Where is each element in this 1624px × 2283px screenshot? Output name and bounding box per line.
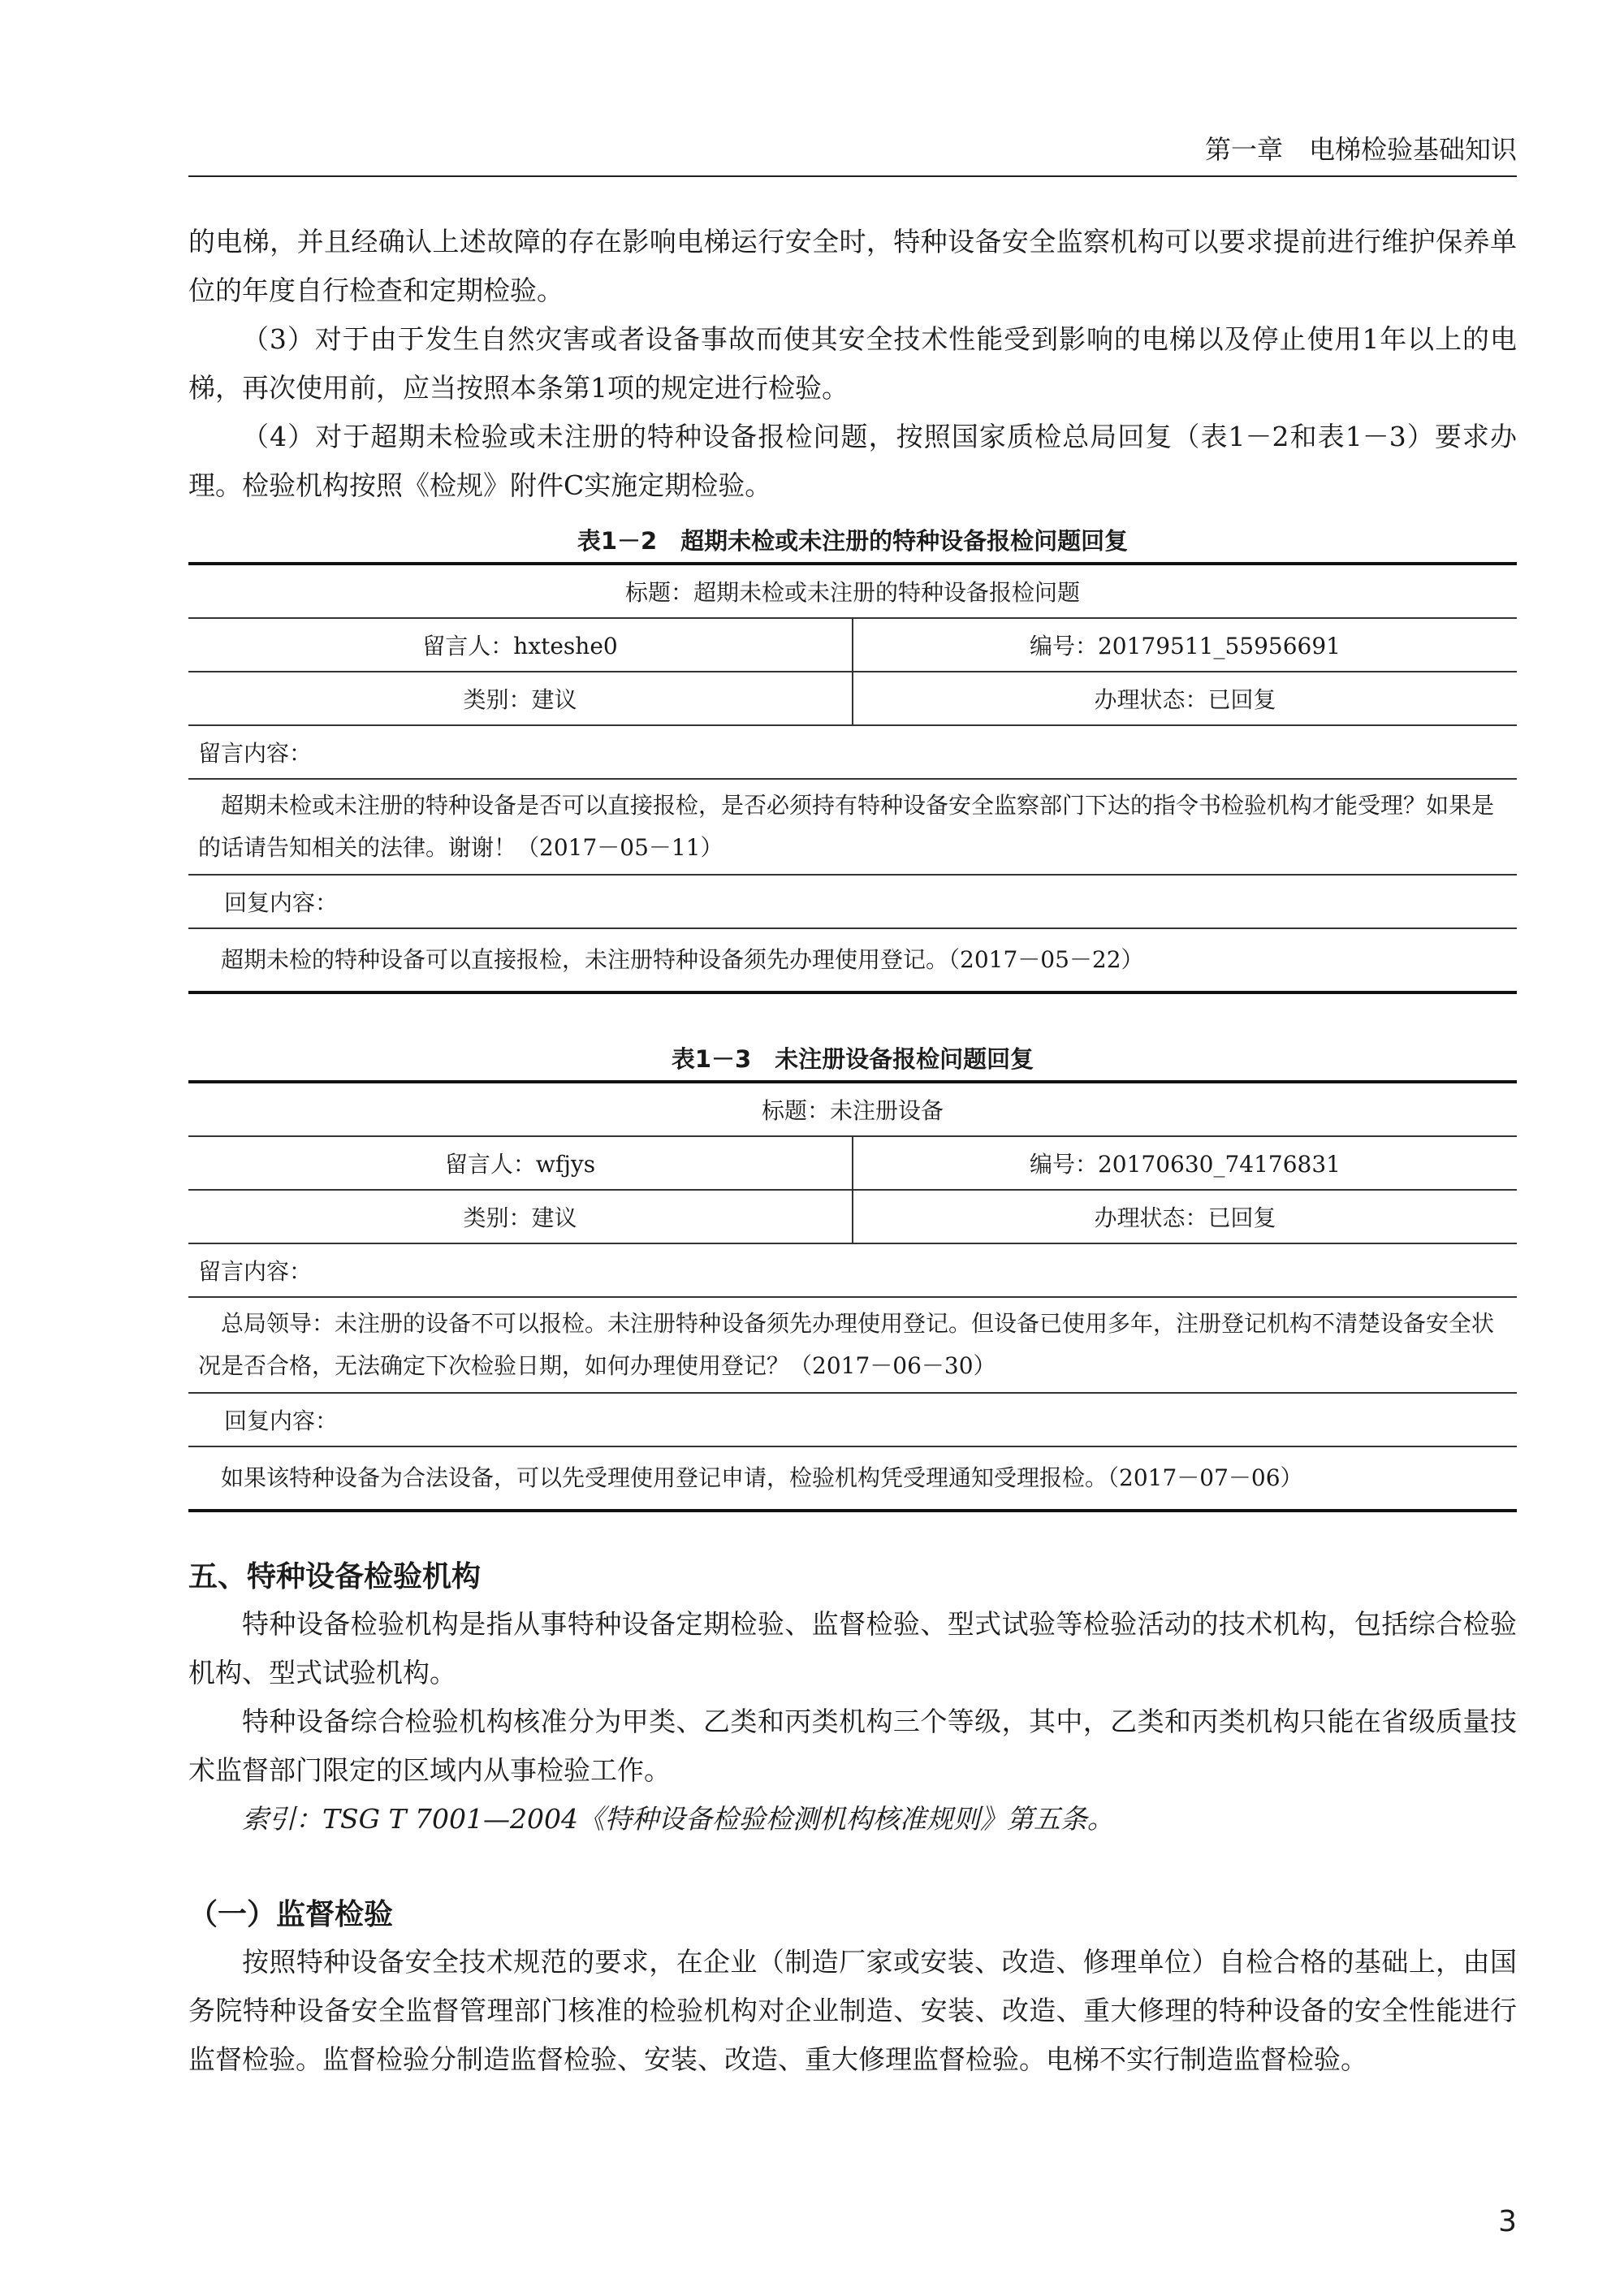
table-title-cell: 标题：未注册设备: [761, 1097, 944, 1124]
paragraph: 特种设备检验机构是指从事特种设备定期检验、监督检验、型式试验等检验活动的技术机构，包括综合检验机构、型式试验机构。: [188, 1608, 1517, 1688]
reply-label: 回复内容：: [188, 1393, 1517, 1446]
page-number: 3: [1498, 2205, 1517, 2238]
section-heading: 五、特种设备检验机构: [188, 1560, 482, 1593]
status-cell: 办理状态：已回复: [853, 1190, 1517, 1243]
subsection-heading: （一）监督检验: [188, 1898, 394, 1931]
number-cell: 编号：20170630_74176831: [853, 1136, 1517, 1190]
table-caption: 表1－3 未注册设备报检问题回复: [671, 1045, 1034, 1073]
paragraph: （4）对于超期未检验或未注册的特种设备报检问题，按照国家质检总局回复（表1－2和表1－3）要求办理。检验机构按照《检规》附件C实施定期检验。: [188, 421, 1517, 501]
message-text: 总局领导：未注册的设备不可以报检。未注册特种设备须先办理使用登记。但设备已使用多年，注册登记机构不清楚设备安全状况是否合格，无法确定下次检验日期，如何办理使用登记？（2017－06－30）: [188, 1297, 1517, 1393]
reply-label: 回复内容：: [188, 875, 1517, 928]
reply-text: 如果该特种设备为合法设备，可以先受理使用登记申请，检验机构凭受理通知受理报检。（2017－07－06）: [188, 1446, 1517, 1511]
message-label: 留言内容：: [188, 1243, 1517, 1297]
message-text: 超期未检或未注册的特种设备是否可以直接报检，是否必须持有特种设备安全监察部门下达的指令书检验机构才能受理？如果是的话请告知相关的法律。谢谢！（2017－05－11）: [188, 779, 1517, 875]
author-cell: 留言人：hxteshe0: [188, 618, 853, 672]
category-cell: 类别：建议: [188, 1190, 853, 1243]
chapter-title: 第一章 电梯检验基础知识: [1204, 134, 1517, 165]
number-cell: 编号：20179511_55956691: [853, 618, 1517, 672]
author-cell: 留言人：wfjys: [188, 1136, 853, 1190]
category-cell: 类别：建议: [188, 672, 853, 725]
page-body: [188, 218, 1517, 2084]
reply-text: 超期未检的特种设备可以直接报检，未注册特种设备须先办理使用登记。（2017－05－22）: [188, 928, 1517, 992]
running-header: [188, 130, 1517, 177]
paragraph: 按照特种设备安全技术规范的要求，在企业（制造厂家或安装、改造、修理单位）自检合格的基础上，由国务院特种设备安全监督管理部门核准的检验机构对企业制造、安装、改造、重大修理的特种设备的安全性能进行监督检验。监督检验分制造监督检验、安装、改造、重大修理监督检验。电梯不实行制造监督检验。: [188, 1946, 1517, 2075]
status-cell: 办理状态：已回复: [853, 672, 1517, 725]
paragraph: 特种设备综合检验机构核准分为甲类、乙类和丙类机构三个等级，其中，乙类和丙类机构只能在省级质量技术监督部门限定的区域内从事检验工作。: [188, 1706, 1517, 1786]
paragraph: 的电梯，并且经确认上述故障的存在影响电梯运行安全时，特种设备安全监察机构可以要求提前进行维护保养单位的年度自行检查和定期检验。: [188, 226, 1517, 306]
reference-note: 索引：TSG T 7001—2004《特种设备检验检测机构核准规则》第五条。: [242, 1803, 1114, 1835]
table-1-2: [188, 562, 1517, 994]
table-1-3: [188, 1080, 1517, 1512]
table-title-cell: 标题：超期未检或未注册的特种设备报检问题: [624, 579, 1080, 606]
table-caption: 表1－2 超期未检或未注册的特种设备报检问题回复: [577, 527, 1129, 555]
paragraph: （3）对于由于发生自然灾害或者设备事故而使其安全技术性能受到影响的电梯以及停止使用1年以上的电梯，再次使用前，应当按照本条第1项的规定进行检验。: [188, 323, 1517, 404]
message-label: 留言内容：: [188, 725, 1517, 779]
